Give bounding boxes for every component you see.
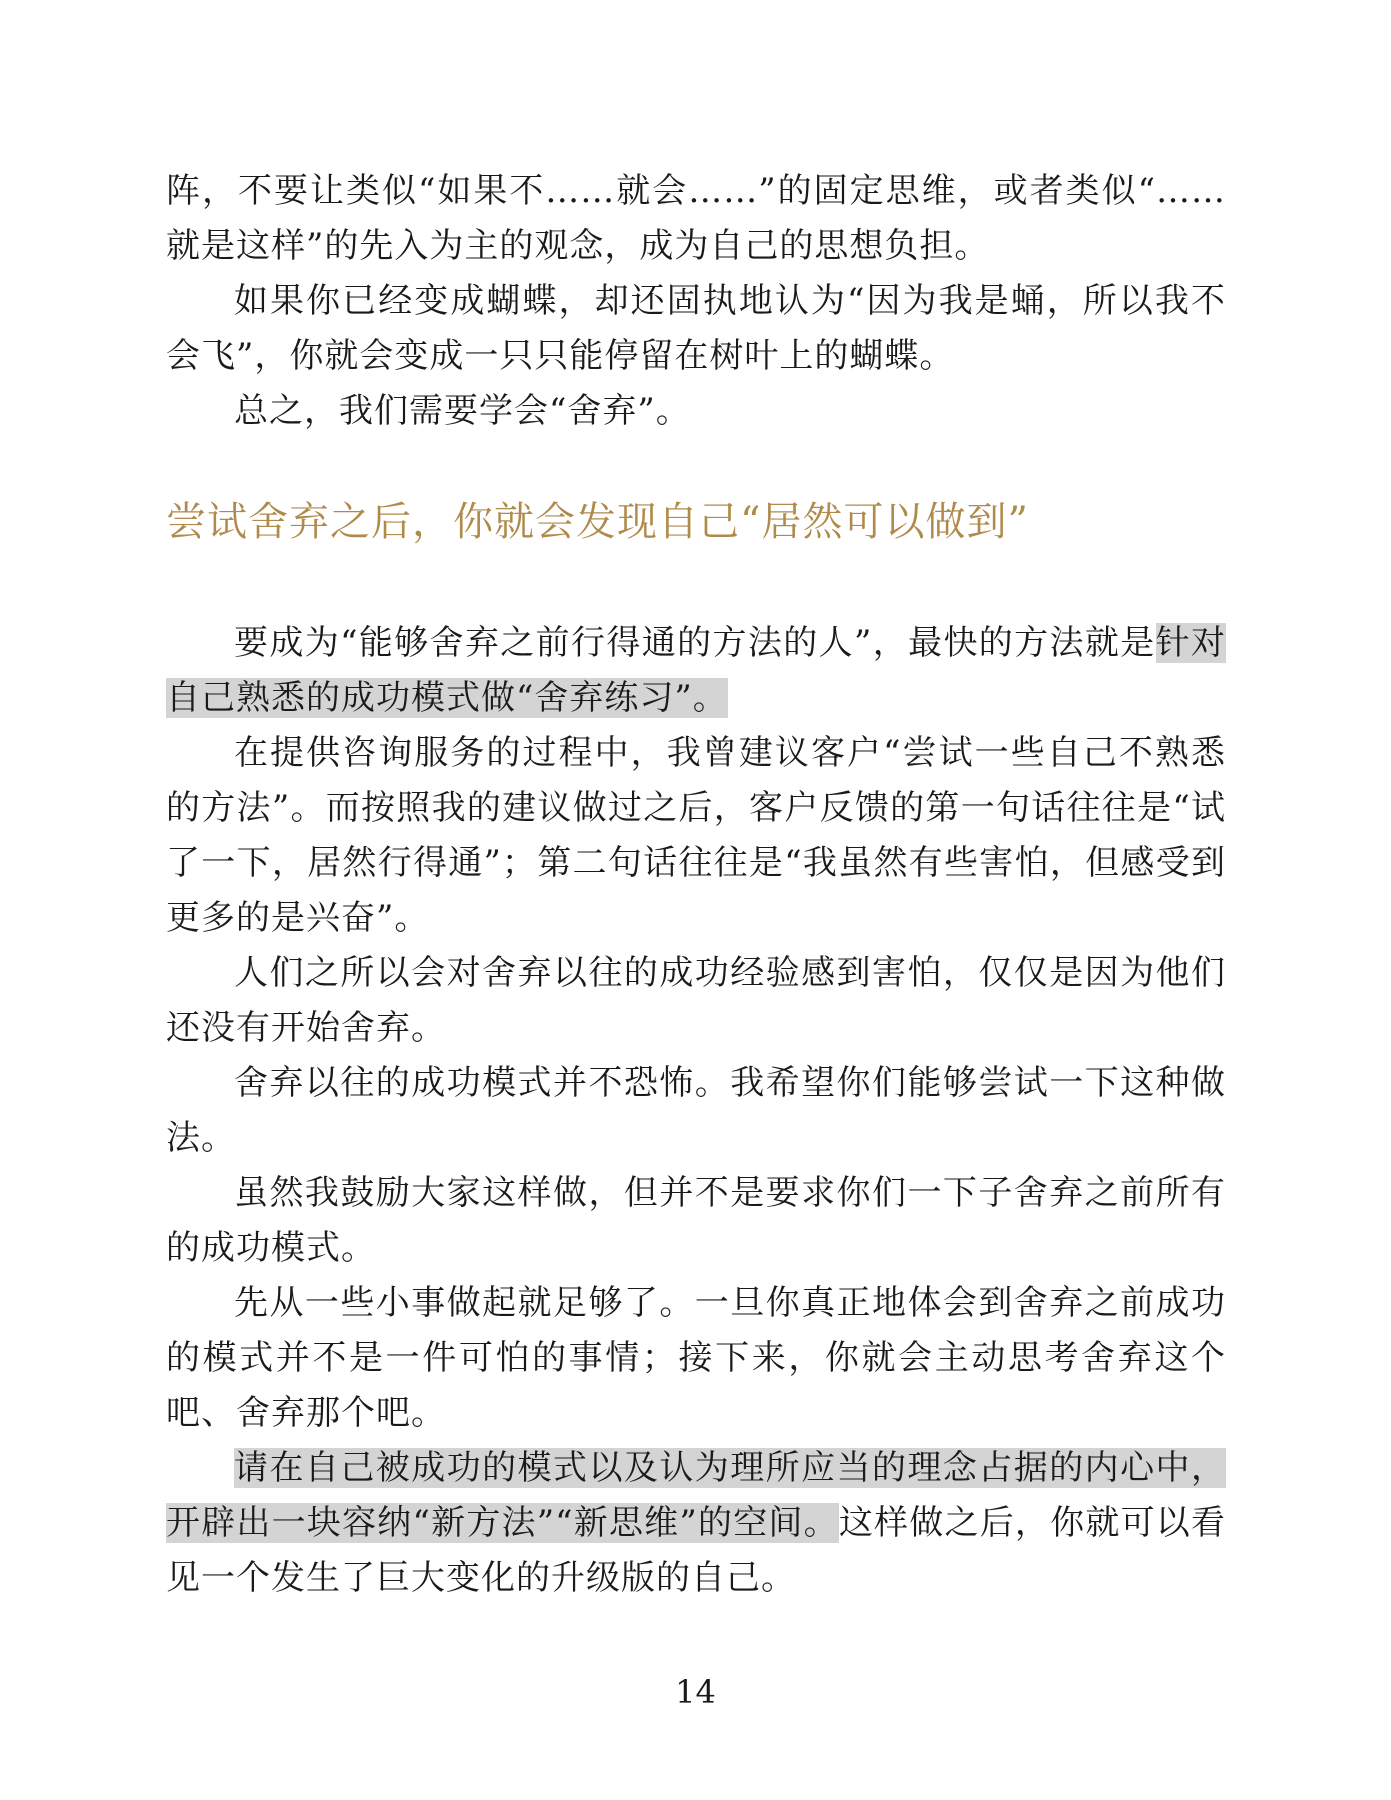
paragraph: [166, 1441, 1226, 1606]
paragraph: 先从一些小事做起就足够了。一旦你真正地体会到舍弃之前成功的模式并不是一件可怕的事情；接下来，你就会主动思考舍弃这个吧、舍弃那个吧。: [166, 1283, 1226, 1433]
paragraph-text: 要成为“能够舍弃之前行得通的方法的人”，最快的方法就是: [234, 623, 1156, 663]
paragraph: 如果你已经变成蝴蝶，却还固执地认为“因为我是蛹，所以我不会飞”，你就会变成一只只能停留在树叶上的蝴蝶。: [166, 281, 1226, 376]
paragraph: 总之，我们需要学会“舍弃”。: [234, 391, 691, 431]
paragraph: 阵，不要让类似“如果不……就会……”的固定思维，或者类似“……就是这样”的先入为主的观念，成为自己的思想负担。: [166, 171, 1226, 266]
page-number: 14: [675, 1673, 716, 1711]
paragraph-text: 这样做之后，你就可以看见一个发生了巨大变化的升级版的自己。: [166, 1503, 1226, 1598]
body-text-block: [166, 616, 1226, 1606]
highlighted-text: 请在自己被成功的模式以及认为理所应当的理念占据的内心中，开辟出一块容纳“新方法”“新思维”的空间。: [166, 1448, 1226, 1543]
highlighted-text: 针对自己熟悉的成功模式做“舍弃练习”。: [166, 623, 1227, 718]
paragraph: 在提供咨询服务的过程中，我曾建议客户“尝试一些自己不熟悉的方法”。而按照我的建议做过之后，客户反馈的第一句话往往是“试了一下，居然行得通”；第二句话往往是“我虽然有些害怕，但感受到更多的是兴奋”。: [166, 733, 1226, 938]
paragraph: [166, 616, 1226, 726]
paragraph: 舍弃以往的成功模式并不恐怖。我希望你们能够尝试一下这种做法。: [166, 1063, 1226, 1158]
section-heading: 尝试舍弃之后，你就会发现自己“居然可以做到”: [166, 499, 1029, 545]
paragraph: 虽然我鼓励大家这样做，但并不是要求你们一下子舍弃之前所有的成功模式。: [166, 1173, 1226, 1268]
paragraph: 人们之所以会对舍弃以往的成功经验感到害怕，仅仅是因为他们还没有开始舍弃。: [166, 953, 1226, 1048]
top-text-block: [166, 164, 1226, 439]
